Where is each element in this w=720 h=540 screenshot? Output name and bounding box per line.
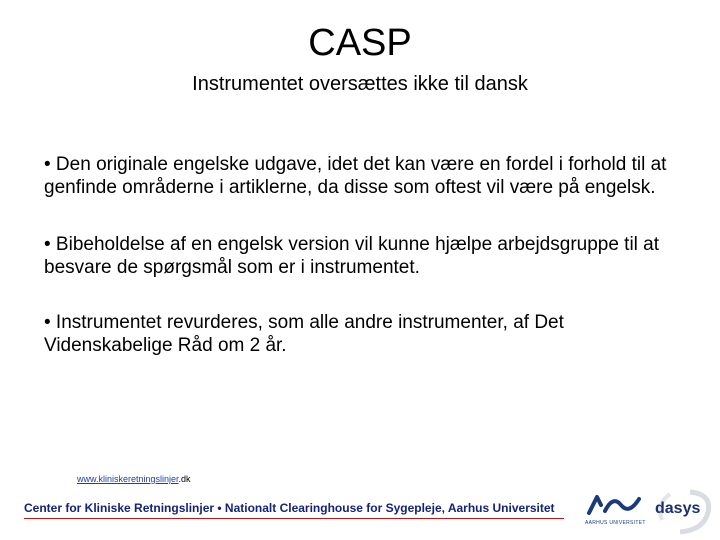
dasys-wordmark: dasys: [655, 500, 701, 517]
website-link-line: [77, 474, 191, 485]
bullet-list: [44, 153, 684, 391]
website-link-suffix: .dk: [178, 474, 191, 484]
bullet-item: • Den originale engelske udgave, idet det kan være en fordel i forhold til at genfinde områderne i artiklerne, da disse som oftest vil være på engelsk.: [44, 154, 667, 198]
au-wave-icon: [585, 493, 645, 521]
bullet-item: • Bibeholdelse af en engelsk version vil kunne hjælpe arbejdsgruppe til at besvare de spørgsmål som er i instrumentet.: [44, 234, 660, 278]
au-caption: AARHUS UNIVERSITET: [585, 520, 646, 526]
slide-subtitle: Instrumentet oversættes ikke til dansk: [192, 73, 528, 95]
bullet-item: • Instrumentet revurderes, som alle andre instrumenter, af Det Videnskabelige Råd om 2 år.: [44, 312, 564, 356]
website-link[interactable]: www.kliniskeretningslinjer: [77, 474, 179, 484]
footer-text: Center for Kliniske Retningslinjer • Nationalt Clearinghouse for Sygepleje, Aarhus Universitet: [24, 501, 555, 515]
footer-divider: [24, 518, 564, 519]
dasys-logo: [650, 488, 716, 536]
aarhus-university-logo: [585, 493, 645, 529]
slide-title: CASP: [308, 22, 412, 64]
